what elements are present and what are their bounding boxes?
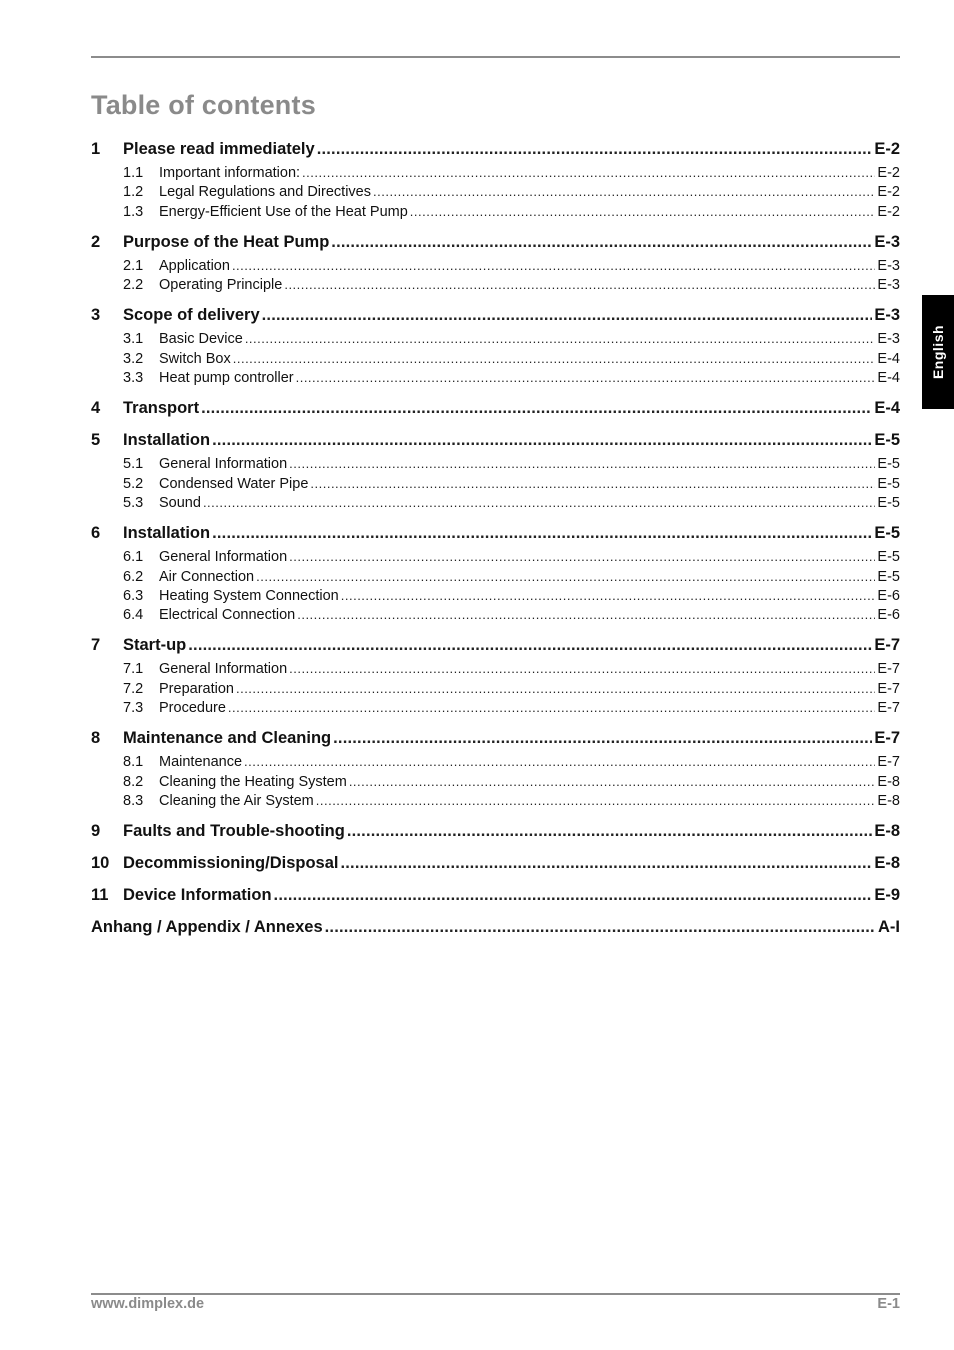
toc-chapter-3[interactable] xyxy=(91,304,900,326)
toc-chapter-10[interactable] xyxy=(91,852,900,874)
toc-section-8-1[interactable] xyxy=(91,752,900,771)
footer-page-number: E-1 xyxy=(877,1296,900,1312)
section-title: Procedure xyxy=(159,700,226,717)
chapter-page: E-3 xyxy=(874,306,900,325)
section-title: Sound xyxy=(159,494,201,511)
section-page: E-8 xyxy=(877,792,900,809)
section-page: E-8 xyxy=(877,773,900,790)
section-title: Preparation xyxy=(159,680,234,697)
bottom-rule xyxy=(91,1293,900,1295)
section-number: 3.3 xyxy=(123,370,144,387)
toc-section-5-1[interactable] xyxy=(91,454,900,473)
toc-chapter-11[interactable] xyxy=(91,884,900,906)
toc-section-6-4[interactable] xyxy=(91,605,900,624)
chapter-title: Purpose of the Heat Pump xyxy=(123,232,330,251)
section-page: E-4 xyxy=(877,350,900,367)
dot-leader xyxy=(212,429,872,451)
section-number: 5.3 xyxy=(123,494,144,511)
section-title: Heat pump controller xyxy=(159,370,294,387)
chapter-page: E-2 xyxy=(874,140,900,158)
dot-leader xyxy=(289,659,875,678)
section-title: Operating Principle xyxy=(159,277,283,294)
chapter-page: E-7 xyxy=(874,636,900,655)
toc-chapter-2[interactable] xyxy=(91,231,900,253)
section-page: E-2 xyxy=(877,165,900,181)
dot-leader xyxy=(256,567,875,586)
dot-leader xyxy=(212,522,872,544)
section-page: E-3 xyxy=(877,257,900,274)
dot-leader xyxy=(245,329,876,348)
dot-leader xyxy=(325,916,876,938)
section-title: Maintenance xyxy=(159,754,243,771)
section-number: 3.1 xyxy=(123,331,144,348)
dot-leader xyxy=(349,772,876,791)
dot-leader xyxy=(340,852,872,874)
section-page: E-4 xyxy=(877,370,900,387)
section-page: E-6 xyxy=(877,587,900,604)
section-page: E-5 xyxy=(877,494,900,511)
dot-leader xyxy=(317,138,873,160)
toc-chapter-9[interactable] xyxy=(91,820,900,842)
toc-section-6-1[interactable] xyxy=(91,547,900,566)
chapter-page: E-8 xyxy=(874,822,900,841)
chapter-number: 10 xyxy=(91,854,110,873)
chapter-title: Scope of delivery xyxy=(123,306,260,325)
dot-leader xyxy=(274,884,873,906)
chapter-title: Faults and Trouble-shooting xyxy=(123,822,345,841)
chapter-page: E-5 xyxy=(874,431,900,450)
section-page: E-5 xyxy=(877,549,900,566)
section-number: 7.1 xyxy=(123,661,144,678)
section-title: Basic Device xyxy=(159,331,243,348)
section-title: General Information xyxy=(159,661,288,678)
top-rule xyxy=(91,56,900,58)
section-page: E-5 xyxy=(877,456,900,473)
dot-leader xyxy=(232,256,875,275)
section-number: 8.2 xyxy=(123,773,144,790)
section-number: 6.1 xyxy=(123,549,144,566)
dot-leader xyxy=(297,605,875,624)
dot-leader xyxy=(284,275,875,294)
toc-section-2-1[interactable] xyxy=(91,256,900,275)
section-page: E-3 xyxy=(877,277,900,294)
dot-leader xyxy=(289,454,875,473)
toc-chapter-5[interactable] xyxy=(91,429,900,451)
toc-section-7-1[interactable] xyxy=(91,659,900,678)
dot-leader xyxy=(310,474,875,493)
section-page: E-7 xyxy=(877,700,900,717)
chapter-page: E-8 xyxy=(874,854,900,873)
section-page: E-2 xyxy=(877,203,900,220)
dot-leader xyxy=(201,397,872,419)
chapter-number: 5 xyxy=(91,431,101,450)
dot-leader xyxy=(203,493,875,512)
chapter-title: Device Information xyxy=(123,886,272,905)
section-page: E-7 xyxy=(877,661,900,678)
chapter-number: 11 xyxy=(91,886,109,905)
section-title: Legal Regulations and Directives xyxy=(159,184,371,201)
toc-section-3-2[interactable] xyxy=(91,349,900,368)
dot-leader xyxy=(296,368,876,387)
dot-leader xyxy=(236,679,875,698)
section-number: 1.2 xyxy=(123,184,144,201)
footer-url: www.dimplex.de xyxy=(91,1296,205,1312)
chapter-title: Please read immediately xyxy=(123,140,315,158)
section-page: E-6 xyxy=(877,607,900,624)
dot-leader xyxy=(228,698,876,717)
toc-section-6-3[interactable] xyxy=(91,586,900,605)
toc-section-6-2[interactable] xyxy=(91,567,900,586)
chapter-title: Installation xyxy=(123,524,211,543)
chapter-number: 9 xyxy=(91,822,101,841)
dot-leader xyxy=(410,202,876,221)
section-number: 5.1 xyxy=(123,456,144,473)
section-title: Condensed Water Pipe xyxy=(159,475,309,492)
section-number: 8.1 xyxy=(123,754,144,771)
chapter-page: E-5 xyxy=(874,524,900,543)
toc-chapter-6[interactable] xyxy=(91,522,900,544)
dot-leader xyxy=(289,547,875,566)
section-number: 8.3 xyxy=(123,792,144,809)
section-title: Cleaning the Air System xyxy=(159,792,314,809)
toc-section-1-3[interactable] xyxy=(91,202,900,221)
toc-section-8-2[interactable] xyxy=(91,772,900,791)
section-page: E-3 xyxy=(877,331,900,348)
chapter-title: Maintenance and Cleaning xyxy=(123,729,332,748)
chapter-number: 8 xyxy=(91,729,101,748)
section-title: Energy-Efficient Use of the Heat Pump xyxy=(159,203,408,220)
section-number: 6.3 xyxy=(123,587,144,604)
toc-section-1-1[interactable] xyxy=(91,163,900,182)
section-title: Application xyxy=(159,257,230,274)
dot-leader xyxy=(233,349,876,368)
section-number: 5.2 xyxy=(123,475,144,492)
chapter-page: E-4 xyxy=(874,399,900,418)
chapter-page: E-9 xyxy=(874,886,900,905)
chapter-title: Installation xyxy=(123,431,211,450)
toc-appendix[interactable] xyxy=(91,916,900,938)
chapter-number: 6 xyxy=(91,524,101,543)
chapter-title: Transport xyxy=(123,399,200,418)
section-title: General Information xyxy=(159,456,288,473)
section-number: 2.2 xyxy=(123,277,144,294)
section-number: 1.1 xyxy=(123,165,144,181)
section-page: E-7 xyxy=(877,754,900,771)
section-title: General Information xyxy=(159,549,288,566)
chapter-number: 2 xyxy=(91,232,101,251)
section-number: 7.2 xyxy=(123,680,144,697)
chapter-number: 1 xyxy=(91,140,101,158)
toc-section-5-2[interactable] xyxy=(91,474,900,493)
table-of-contents xyxy=(91,138,900,938)
dot-leader xyxy=(244,752,875,771)
toc-section-2-2[interactable] xyxy=(91,275,900,294)
dot-leader xyxy=(316,791,876,810)
section-page: E-7 xyxy=(877,680,900,697)
chapter-title: Start-up xyxy=(123,636,187,655)
toc-section-1-2[interactable] xyxy=(91,182,900,201)
section-page: E-5 xyxy=(877,475,900,492)
dot-leader xyxy=(262,304,873,326)
toc-section-3-3[interactable] xyxy=(91,368,900,387)
section-number: 6.2 xyxy=(123,568,144,585)
page-title: Table of contents xyxy=(91,90,316,120)
dot-leader xyxy=(188,634,872,656)
section-title: Heating System Connection xyxy=(159,587,339,604)
toc-section-8-3[interactable] xyxy=(91,791,900,810)
dot-leader xyxy=(347,820,872,842)
toc-section-7-2[interactable] xyxy=(91,679,900,698)
language-tab xyxy=(922,295,954,409)
chapter-title: Decommissioning/Disposal xyxy=(123,854,339,873)
dot-leader xyxy=(373,182,875,201)
toc-chapter-1[interactable] xyxy=(91,138,900,160)
toc-section-5-3[interactable] xyxy=(91,493,900,512)
toc-section-7-3[interactable] xyxy=(91,698,900,717)
dot-leader xyxy=(302,163,875,182)
dot-leader xyxy=(331,231,872,253)
toc-section-3-1[interactable] xyxy=(91,329,900,348)
section-number: 6.4 xyxy=(123,607,144,624)
section-title: Important information: xyxy=(159,165,301,181)
section-number: 2.1 xyxy=(123,257,144,274)
appendix-title: Anhang / Appendix / Annexes xyxy=(91,918,323,937)
dot-leader xyxy=(341,586,876,605)
toc-chapter-4[interactable] xyxy=(91,397,900,419)
section-title: Cleaning the Heating System xyxy=(159,773,347,790)
toc-chapter-7[interactable] xyxy=(91,634,900,656)
section-title: Electrical Connection xyxy=(159,607,296,624)
section-title: Switch Box xyxy=(159,350,231,367)
section-number: 3.2 xyxy=(123,350,144,367)
section-page: E-5 xyxy=(877,568,900,585)
chapter-number: 7 xyxy=(91,636,101,655)
dot-leader xyxy=(333,727,872,749)
section-title: Air Connection xyxy=(159,568,255,585)
appendix-page: A-I xyxy=(878,918,900,937)
chapter-number: 4 xyxy=(91,399,101,418)
chapter-page: E-7 xyxy=(874,729,900,748)
toc-chapter-8[interactable] xyxy=(91,727,900,749)
language-tab-label: English xyxy=(930,324,946,380)
chapter-page: E-3 xyxy=(874,232,900,251)
section-page: E-2 xyxy=(877,184,900,201)
section-number: 7.3 xyxy=(123,700,144,717)
chapter-number: 3 xyxy=(91,306,101,325)
section-number: 1.3 xyxy=(123,203,144,220)
